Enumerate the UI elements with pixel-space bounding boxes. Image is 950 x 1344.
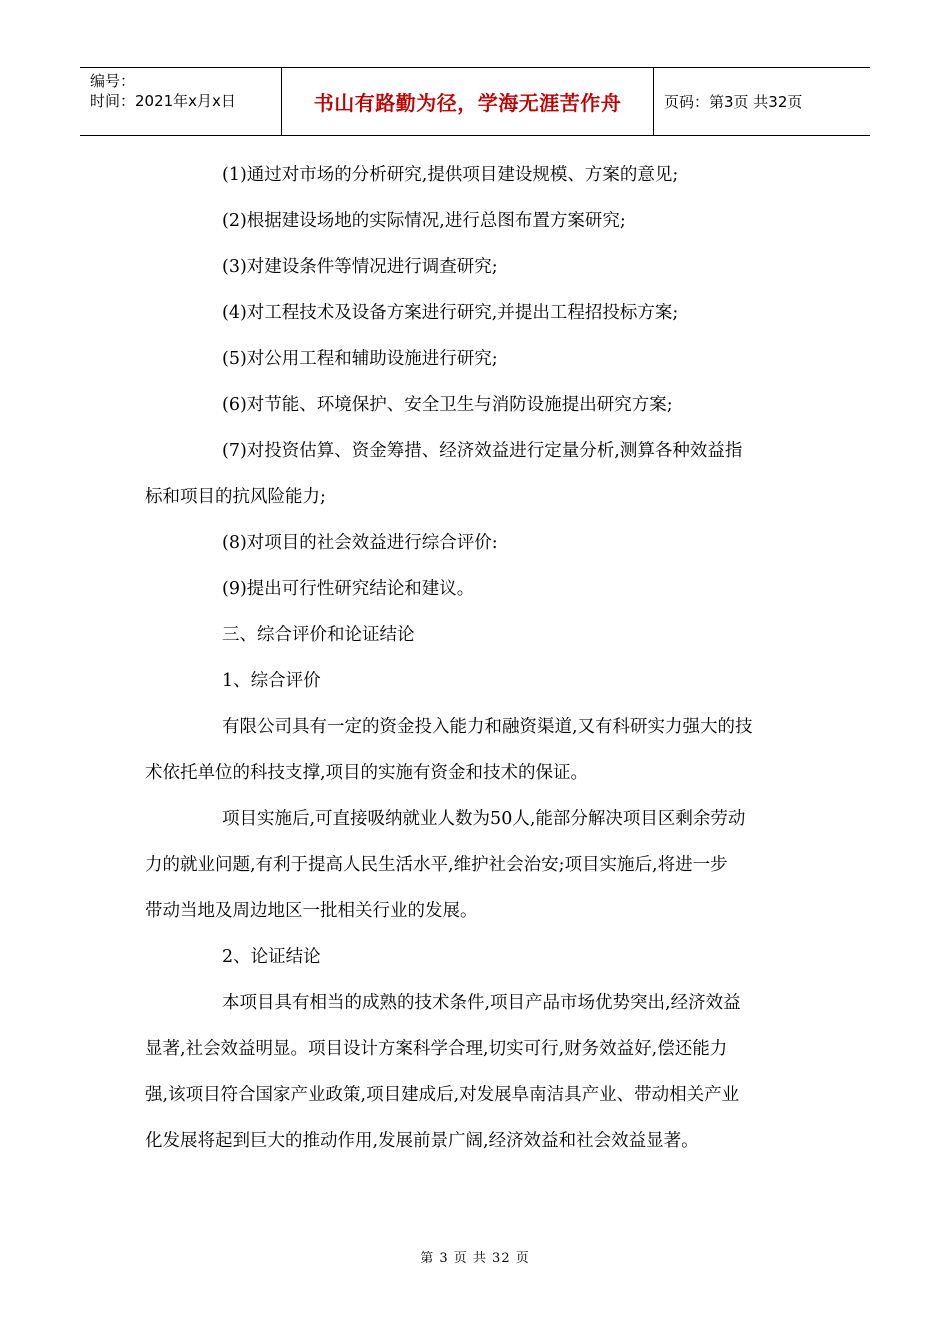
body-line: (9)提出可行性研究结论和建议。 xyxy=(222,579,475,599)
body-line: 本项目具有相当的成熟的技术条件,项目产品市场优势突出,经济效益 xyxy=(222,993,741,1013)
body-line: 三、综合评价和论证结论 xyxy=(222,625,415,645)
body-line: 力的就业问题,有利于提高人民生活水平,维护社会治安;项目实施后,将进一步 xyxy=(145,855,728,875)
document-body xyxy=(145,152,810,1164)
number-label: 编号： xyxy=(90,72,136,90)
body-line: 2、论证结论 xyxy=(222,947,321,967)
body-line: (4)对工程技术及设备方案进行研究,并提出工程招投标方案; xyxy=(222,303,679,323)
page-info-cell xyxy=(654,68,870,135)
body-line: (1)通过对市场的分析研究,提供项目建设规模、方案的意见; xyxy=(222,165,679,185)
body-line: 显著,社会效益明显。项目设计方案科学合理,切实可行,财务效益好,偿还能力 xyxy=(145,1039,728,1059)
body-line: (3)对建设条件等情况进行调查研究; xyxy=(222,257,498,277)
body-line: (8)对项目的社会效益进行综合评价: xyxy=(222,533,498,553)
body-line: 1、综合评价 xyxy=(222,671,321,691)
page-info-text: 页码：第3页 共32页 xyxy=(664,93,803,111)
time-label: 时间：2021年x月x日 xyxy=(90,92,236,110)
header-meta-cell xyxy=(80,68,282,135)
body-line: 术依托单位的科技支撑,项目的实施有资金和技术的保证。 xyxy=(145,763,589,783)
body-line: (5)对公用工程和辅助设施进行研究; xyxy=(222,349,498,369)
body-line: 化发展将起到巨大的推动作用,发展前景广阔,经济效益和社会效益显著。 xyxy=(145,1131,699,1151)
body-line: 强,该项目符合国家产业政策,项目建成后,对发展阜南洁具产业、带动相关产业 xyxy=(145,1085,740,1105)
document-header xyxy=(80,67,870,136)
body-line: 标和项目的抗风险能力; xyxy=(145,487,326,507)
body-line: 项目实施后,可直接吸纳就业人数为50人,能部分解决项目区剩余劳动 xyxy=(222,809,746,829)
body-line: (7)对投资估算、资金筹措、经济效益进行定量分析,测算各种效益指 xyxy=(222,441,743,461)
motto-cell xyxy=(282,68,654,135)
body-line: (6)对节能、环境保护、安全卫生与消防设施提出研究方案; xyxy=(222,395,673,415)
body-line: 有限公司具有一定的资金投入能力和融资渠道,又有科研实力强大的技 xyxy=(222,717,753,737)
motto-text: 书山有路勤为径，学海无涯苦作舟 xyxy=(313,91,622,115)
page-footer: 第 3 页 共 32 页 xyxy=(420,1251,530,1266)
body-line: (2)根据建设场地的实际情况,进行总图布置方案研究; xyxy=(222,211,626,231)
body-line: 带动当地及周边地区一批相关行业的发展。 xyxy=(145,901,478,921)
